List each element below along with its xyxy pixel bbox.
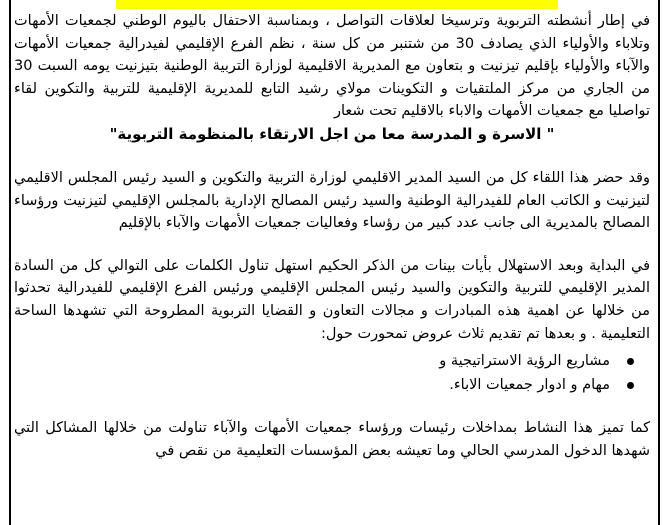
bullet-icon xyxy=(627,358,634,365)
event-slogan: " الاسرة و المدرسة معا من اجل الارتقاء بالمنظومة التربوية" xyxy=(109,124,555,143)
list-item-text: مهام و ادوار جمعيات الاباء. xyxy=(449,377,610,394)
attendance-paragraph: وقد حضر هذا اللقاء كل من السيد المدير الاقليمي لوزارة التربية والتكوين و السيد رئيس المجلس الاقليمي لتيزنيت و الكاتب العام للفيدرالية الوطنية والسيد رئيس المصالح الإدارية بالمجلس الإقليمي لتيزنيت ورؤساء المصالح بالمديرية الى جانب عدد كبير من رؤساء وفعاليات جمعيات الأمهات والآباء بالإقليم xyxy=(14,169,650,232)
topics-list xyxy=(14,349,650,397)
top-highlight-band xyxy=(0,0,668,9)
list-item-text: مشاريع الرؤية الاستراتيجية و xyxy=(439,353,610,370)
list-item xyxy=(14,373,650,397)
intro-paragraph: في إطار أنشطته التربوية وترسيخا لعلاقات التواصل ، وبمناسبة الاحتفال باليوم الوطني لجمعيات الأمهات وتلاباء والأولياء الذي يصادف 30 من شتنبر من كل سنة ، نظم الفرع الإقليمي لفيدرالية جمعيات الأمهات والآباء والأولياء بإقليم تيزنيت و بتعاون مع المديرية الاقليمية لوزارة التربية الوطنية بتيزنيت يومه السبت 30 من الجاري من مركز الملتقيات و التكوينات مولاي رشيد التابع للمديرية الإقليمية للتربية والتكوين لقاء تواصليا مع جمعيات الأمهات والاباء بالاقليم تحت شعار xyxy=(14,13,650,120)
yellow-highlight xyxy=(116,0,558,9)
bullet-icon xyxy=(627,382,634,389)
left-border-line xyxy=(9,0,11,525)
article-body xyxy=(14,10,650,462)
list-item xyxy=(14,349,650,373)
opening-paragraph: في البداية وبعد الاستهلال بأيات بينات من الذكر الحكيم استهل تناول الكلمات على التوالي كل من السادة المدير الإقليمي للتربية والتكوين والسيد رئيس المجلس الإقليمي ورئيس الفرع الإقليمي للفيدرالية تحدثوا من خلالها عن اهمية هذه المبادرات و مجالات التعاون و القضايا التربوية المطروحة التي تشهدها الساحة التعليمية . و بعدها تم تقديم ثلاث عروض تمحورت حول: xyxy=(14,257,650,342)
right-border-line xyxy=(658,0,660,525)
interventions-paragraph: كما تميز هذا النشاط بمداخلات رئيسات ورؤساء جمعيات الأمهات والآباء تناولت من خلالها المشاكل التي شهدها الدخول المدرسي الحالي وما تعيشه بعض المؤسسات التعليمية من نقص في xyxy=(14,420,650,459)
